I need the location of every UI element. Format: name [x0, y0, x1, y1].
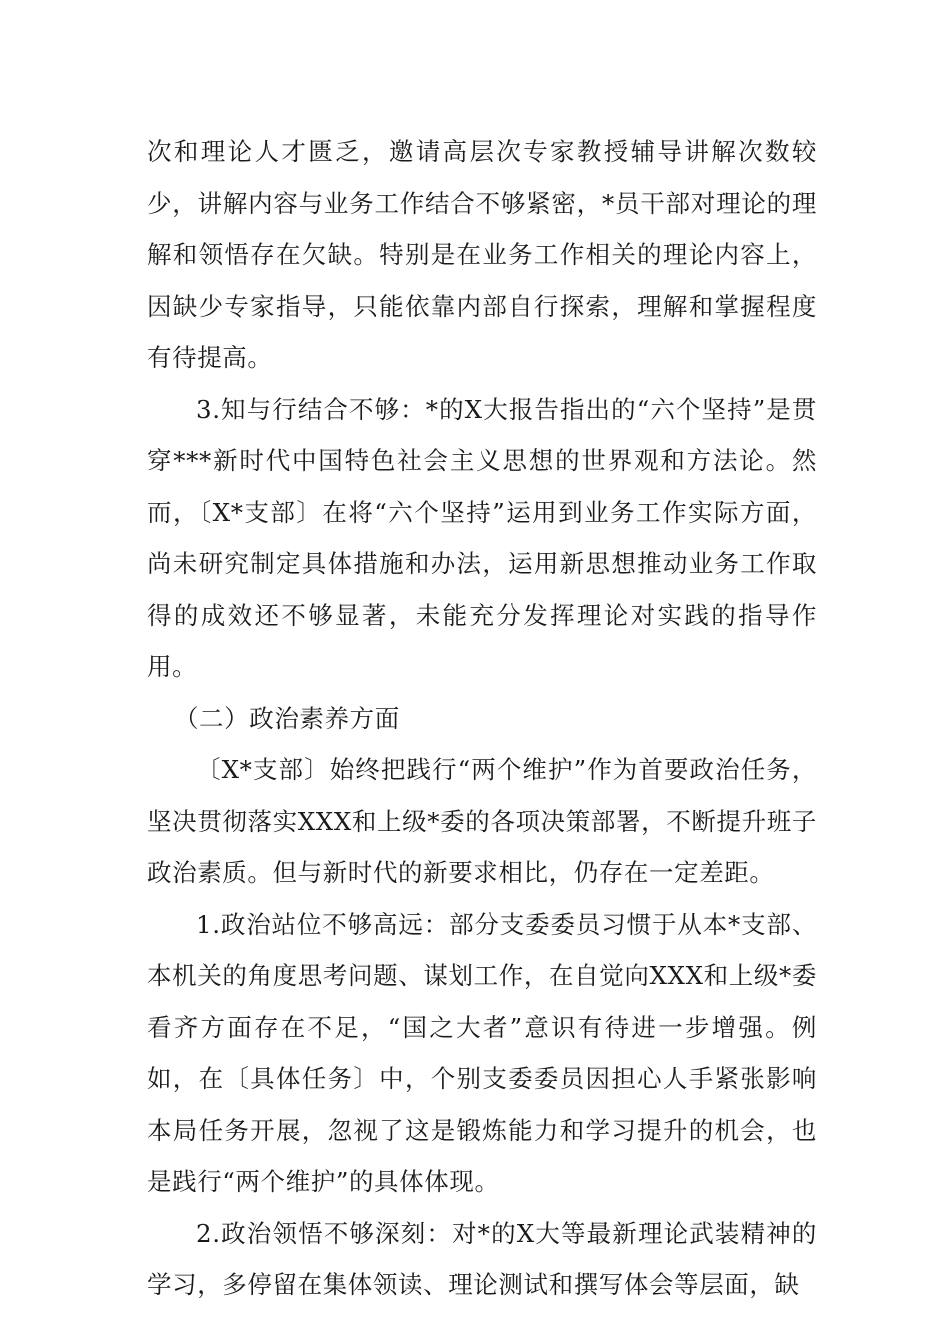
paragraph-political-stance: 1.政治站位不够高远：部分支委委员习惯于从本*支部、本机关的角度思考问题、谋划工作，在自觉向XXX和上级*委看齐方面存在不足，“国之大者”意识有待进一步增强。例如，在〔具体任务〕中，个别支委委员因担心人手紧张影响本局任务开展，忽视了这是锻炼能力和学习提升的机会，也是践行“两个维护”的具体体现。	[147, 909, 817, 1196]
section-heading-political-literacy: （二）政治素养方面	[173, 703, 400, 733]
paragraph-talent-shortage: 次和理论人才匮乏，邀请高层次专家教授辅导讲解次数较少，讲解内容与业务工作结合不够紧密，*员干部对理论的理解和领悟存在欠缺。特别是在业务工作相关的理论内容上，因缺少专家指导，只能依靠内部自行探索，理解和掌握程度有待提高。	[147, 137, 817, 372]
paragraph-two-safeguards: 〔X*支部〕始终把践行“两个维护”作为首要政治任务，坚决贯彻落实XXX和上级*委的各项决策部署，不断提升班子政治素质。但与新时代的新要求相比，仍存在一定差距。	[147, 755, 817, 887]
paragraph-knowledge-action: 3.知与行结合不够：*的X大报告指出的“六个坚持”是贯穿***新时代中国特色社会主义思想的世界观和方法论。然而，〔X*支部〕在将“六个坚持”运用到业务工作实际方面，尚未研究制定具体措施和办法，运用新思想推动业务工作取得的成效还不够显著，未能充分发挥理论对实践的指导作用。	[147, 394, 817, 681]
document-body	[147, 126, 817, 1311]
paragraph-political-understanding: 2.政治领悟不够深刻：对*的X大等最新理论武装精神的学习，多停留在集体领读、理论测试和撰写体会等层面，缺	[147, 1218, 817, 1299]
